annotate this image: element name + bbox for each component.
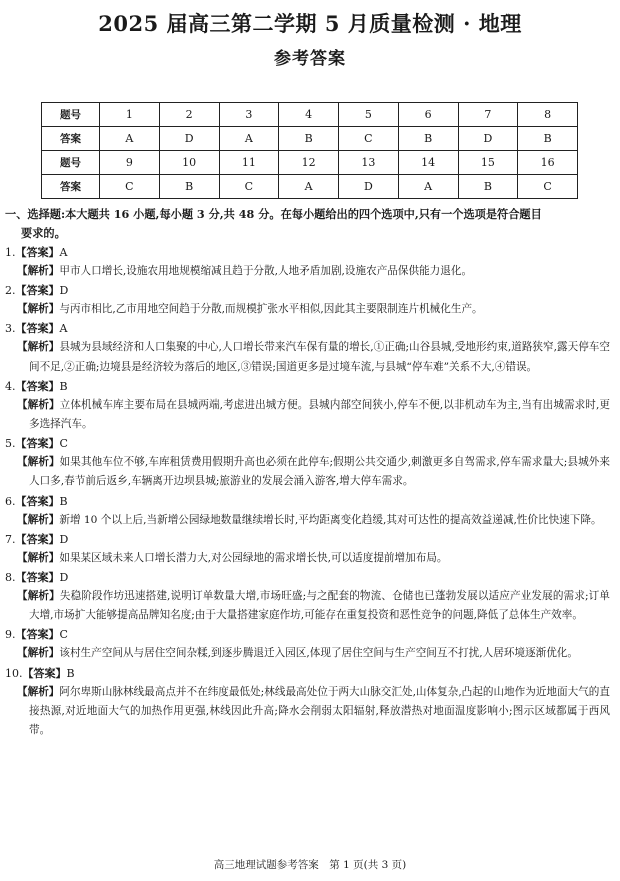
question-number: 5.: [5, 437, 16, 451]
answer-value: D: [59, 532, 69, 546]
answer-line: [5, 625, 610, 644]
answer-value: D: [59, 571, 69, 585]
table-cell: 16: [518, 151, 578, 175]
page-subtitle: 参考答案: [274, 49, 346, 69]
answer-tag: 【答案】: [15, 379, 60, 393]
table-cell: A: [219, 127, 279, 151]
answer-tag: 【答案】: [15, 628, 60, 642]
row-label: 答案: [42, 175, 100, 199]
table-cell: A: [279, 175, 339, 199]
answer-tag: 【答案】: [15, 322, 60, 336]
explanation-text: 失稳阶段作坊迅速搭建,说明订单数量大增,市场旺盛;与之配套的物流、仓储也已蓬勃发展以适应产业发展的需求;订单大增,市场扩大能够提高品牌知名度;由于大量搭建家庭作坊,可能存在重复投资和恶性竞争的问题,降低了总体生产效率。: [29, 590, 610, 622]
answer-tag: 【答案】: [15, 284, 60, 298]
question-number: 9.: [5, 628, 16, 642]
explanation: [17, 587, 610, 625]
answer-tag: 【答案】: [22, 666, 67, 680]
answer-value: B: [66, 666, 75, 680]
question-number: 7.: [5, 532, 16, 546]
explanation: [17, 453, 610, 491]
table-cell: 13: [339, 151, 399, 175]
item-list: [5, 243, 610, 740]
answer-value: D: [59, 284, 69, 298]
answer-line: [5, 377, 610, 396]
explanation-tag: 【解析】: [17, 685, 60, 698]
table-cell: D: [339, 175, 399, 199]
explanation-text: 阿尔卑斯山脉林线最高点并不在纬度最低处;林线最高处位于两大山脉交汇处,山体复杂,凸起的山地作为近地面大气的直接热源,对近地面大气的加热作用更强,林线因此升高;降水会削弱太阳辐射,释放潜热对地面温度影响小;图示区域都属于西风带。: [29, 685, 611, 737]
question-number: 6.: [5, 494, 16, 508]
explanation-text: 该村生产空间从与居住空间杂糅,到逐步腾退迁入园区,体现了居住空间与生产空间互不打扰,人居环境逐渐优化。: [59, 647, 578, 660]
explanation-tag: 【解析】: [17, 513, 60, 526]
answer-table-row: [42, 151, 578, 175]
explanation-tag: 【解析】: [17, 265, 60, 277]
table-cell: 3: [219, 103, 279, 127]
table-cell: 8: [518, 103, 578, 127]
answer-value: B: [59, 379, 68, 393]
question-item: [5, 243, 610, 281]
table-cell: 10: [159, 151, 219, 175]
explanation: [17, 549, 610, 568]
explanation: [17, 300, 610, 319]
answer-table-row: [42, 127, 578, 151]
explanation: [17, 511, 610, 530]
question-number: 8.: [5, 571, 16, 585]
explanation: [17, 644, 610, 663]
explanation: [17, 396, 610, 434]
explanation-text: 如果某区域未来人口增长潜力大,对公园绿地的需求增长快,可以适度提前增加布局。: [59, 551, 448, 564]
answer-line: [5, 568, 610, 587]
answer-table: [41, 102, 578, 199]
answer-tag: 【答案】: [15, 246, 60, 259]
table-cell: A: [100, 127, 160, 151]
question-item: [5, 319, 610, 376]
explanation: [17, 262, 610, 281]
table-cell: A: [398, 175, 458, 199]
answer-line: [5, 664, 610, 683]
answer-table-row: [42, 175, 578, 199]
answer-value: B: [59, 494, 68, 508]
table-cell: 12: [279, 151, 339, 175]
question-item: [5, 530, 610, 568]
table-cell: B: [458, 175, 518, 199]
table-cell: 1: [100, 103, 160, 127]
explanation-text: 立体机械车库主要布局在县城两端,考虑进出城方便。县城内部空间狭小,停车不便,以非机动车为主,当有出城需求时,更多选择汽车。: [29, 398, 611, 431]
answer-value: C: [59, 628, 68, 642]
answer-tag: 【答案】: [15, 494, 60, 508]
table-cell: 14: [398, 151, 458, 175]
explanation-tag: 【解析】: [17, 303, 60, 316]
explanation-tag: 【解析】: [17, 341, 60, 354]
explanation-text: 新增 10 个以上后,当新增公园绿地数量继续增长时,平均距离变化趋缓,其对可达性的提高效益递减,性价比快速下降。: [59, 513, 602, 526]
explanation: [17, 683, 610, 741]
question-number: 2.: [5, 284, 16, 298]
page-title: 2025 届高三第二学期 5 月质量检测 · 地理: [98, 11, 522, 36]
explanation-text: 甲市人口增长,设施农用地规模缩减且趋于分散,人地矛盾加剧,设施农产品保供能力退化。: [59, 265, 473, 277]
question-item: [5, 568, 610, 625]
table-cell: 6: [398, 103, 458, 127]
question-number: 4.: [5, 379, 16, 393]
question-item: [5, 492, 610, 530]
question-item: [5, 434, 610, 491]
table-cell: D: [159, 127, 219, 151]
page-footer: 高三地理试题参考答案 第 1 页(共 3 页): [213, 859, 407, 871]
explanation-text: 如果其他车位不够,车库租赁费用假期升高也必须在此停车;假期公共交通少,刺激更多自驾需求,停车需求量大;县城外来人口多,春节前后返乡,车辆离开边坝县城;旅游业的发展会涌入游客,增大停车需求。: [29, 456, 610, 488]
table-cell: B: [398, 127, 458, 151]
table-cell: 2: [159, 103, 219, 127]
explanation-text: 县城为县域经济和人口集聚的中心,人口增长带来汽车保有量的增长,①正确;山谷县城,受地形约束,道路狭窄,露天停车空间不足,②正确;边境县是经济较为落后的地区,③错误;国道更多是过境车流,与县城“停车难”关系不大,④错误。: [29, 341, 611, 373]
answer-line: [5, 319, 610, 338]
choice-section: [5, 205, 610, 740]
answer-value: A: [59, 322, 68, 336]
table-cell: 7: [458, 103, 518, 127]
table-cell: C: [219, 175, 279, 199]
explanation-tag: 【解析】: [17, 647, 60, 660]
question-item: [5, 281, 610, 319]
row-label: 答案: [42, 127, 100, 151]
table-cell: 5: [339, 103, 399, 127]
answer-tag: 【答案】: [15, 532, 60, 546]
table-cell: C: [339, 127, 399, 151]
question-item: [5, 664, 610, 741]
table-cell: B: [518, 127, 578, 151]
section-heading: 一、选择题:本大题共 16 小题,每小题 3 分,共 48 分。在每小题给出的四个选项中,只有一个选项是符合题目 要求的。: [5, 207, 542, 240]
question-number: 10.: [5, 666, 23, 680]
answer-line: [5, 530, 610, 549]
explanation-tag: 【解析】: [17, 590, 60, 603]
table-cell: C: [518, 175, 578, 199]
answer-line: [5, 281, 610, 300]
question-number: 3.: [5, 322, 16, 336]
explanation: [17, 338, 610, 376]
explanation-text: 与丙市相比,乙市用地空间趋于分散,而规模扩张水平相似,因此其主要限制连片机械化生产。: [59, 303, 483, 316]
table-cell: 9: [100, 151, 160, 175]
answer-line: [5, 434, 610, 453]
answer-line: [5, 492, 610, 511]
explanation-tag: 【解析】: [17, 551, 60, 564]
table-cell: 15: [458, 151, 518, 175]
answer-value: C: [59, 437, 68, 451]
question-item: [5, 625, 610, 663]
explanation-tag: 【解析】: [17, 456, 60, 469]
answer-table-row: [42, 103, 578, 127]
answer-tag: 【答案】: [15, 571, 60, 585]
question-item: [5, 377, 610, 434]
table-cell: C: [100, 175, 160, 199]
answer-tag: 【答案】: [15, 437, 60, 451]
explanation-tag: 【解析】: [17, 398, 60, 411]
table-cell: B: [279, 127, 339, 151]
table-cell: D: [458, 127, 518, 151]
row-label: 题号: [42, 151, 100, 175]
table-cell: B: [159, 175, 219, 199]
table-cell: 4: [279, 103, 339, 127]
question-number: 1.: [5, 246, 16, 259]
row-label: 题号: [42, 103, 100, 127]
answer-line: [5, 243, 610, 262]
table-cell: 11: [219, 151, 279, 175]
answer-value: A: [59, 246, 68, 259]
